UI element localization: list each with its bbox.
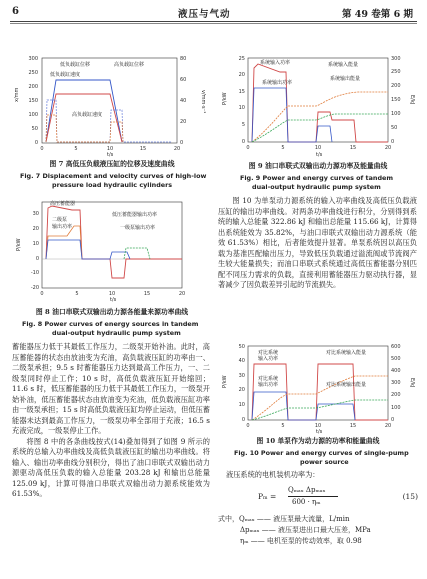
header-rule-thin [10,23,417,24]
fig9-ytick: 15 [238,89,245,95]
fig7-ytick: 200 [28,84,38,90]
fig8-label-low-acc: 低压蓄能器输出功率 [112,212,158,218]
fig10-ytick-r: 100 [391,405,401,411]
fig8-label-pump2: 二级泵 [52,217,68,223]
fig7-ytick-r: 40 [180,98,187,104]
fig9-ytick-r: 200 [391,83,401,89]
fig7-caption-en-2: pressure load hydraulic cylinders [52,181,173,189]
equation-definitions [218,514,417,547]
fig9-label-sys-in-e: 系统输入能量 [328,62,359,68]
left-paragraph-2: 将图 8 中的各条曲线按式(14)叠加得到了如图 9 所示的系统的总输入功率曲线及高低负载液压缸的输出功率曲线。将输入、输出功率曲线分别积分，得出了油口串联式双输出动力源驱动高低压负载的输入总能量 203.28 kJ 和输出总能量 125.09 kJ，计算可得油口串联式双输出动力源系统能效为 61.53%。 [12,436,210,498]
fig7-label-high-disp: 高负载缸位移 [114,62,145,68]
equation-15 [258,486,418,510]
fig9-label-sys-out: 系统输出功率 [262,80,293,86]
fig7-xtick: 5 [74,146,78,152]
fig8-pump2-curve [46,226,82,259]
fig9-input-energy-curve [252,92,388,142]
fig9-ytick: 0 [241,139,245,145]
left-paragraph-1: 蓄能器压力低于其最低工作压力，二级泵开始补油。此时，高压蓄能器的状态由放油变为充油，高负载液压缸的功率由一、二级泵承担；9.5 s 时蓄能器压力达到最高工作压力，一、二级泵同时停止工作；10 s 时，高低负载液压缸开始缩回；11.6 s 时，低压蓄能器的压力低于其最低工作压力，一级泵开始补油，低压蓄能器状态由放油变为充油，低负载液压缸功率由一级泵承担；15 s 时高低负载液压缸均停止运动，但低压蓄能器未达到最高工作压力，一级泵功率全部用于充液；16.5 s 充液完成，一级泵停止工作。 [12,342,210,435]
def-intro: 式中， [218,515,239,523]
fig9-xtick: 5 [281,145,285,151]
fig10-label-in-p: 对比系统 [258,350,279,356]
fig10-ytick-r: 600 [391,344,401,350]
fig8-xtick: 20 [178,291,186,297]
fig8-yticks [31,211,39,291]
fig10-ytick-r: 400 [391,368,401,374]
def-line-1 [218,514,417,525]
fig10-ytick-r: 300 [391,380,401,386]
fig7-xtick: 15 [139,146,147,152]
fig7-label-low-disp: 低负载缸位移 [60,62,91,68]
journal-title: 液压与气动 [178,9,231,20]
fig10-xtick: 5 [281,423,285,429]
fig7-ytick: 100 [28,112,38,118]
fig7-xtick: 0 [40,146,44,152]
fig10-ytick: 20 [238,387,245,393]
fig7-label-low-vel: 低负载缸速度 [50,72,81,78]
fig7-ytick-r: 80 [180,56,187,62]
fig7-xtick: 10 [106,146,114,152]
fig10-caption-cn: 图 10 单泵作为动力源的功率和能量曲线 [256,437,380,445]
fig9-label-sys-in: 系统输入功率 [260,60,291,66]
fig7-low-displacement-curve [46,80,122,142]
fig7-xlabel: t/s [107,152,114,158]
fig9-xtick: 15 [349,145,357,151]
fig7-caption-cn: 图 7 高低压负载液压缸的位移及速度曲线 [49,160,175,168]
fig9-ytick-r: 300 [391,56,401,62]
fig9-xlabel: t/s [316,152,323,158]
fig10-ytick: 50 [238,344,245,350]
fig8-ytick: 20 [32,226,39,232]
fig7-ylabel-right: v/mm·s⁻¹ [200,90,206,114]
header-rule [10,21,417,22]
fig10-output-energy-curve [252,400,388,420]
def-eta: ηₘ —— 电机至泵的传动效率，取 0.98 [240,537,362,545]
fig7-ytick-r: 0 [180,140,184,146]
fig7-ylabel-left: x/mm [14,87,20,102]
fig8-caption-cn: 图 8 油口串联式双输出动力源各能量来源功率曲线 [35,308,189,316]
fig9-ytick: 25 [238,56,245,62]
fig9-ytick: 10 [238,105,245,111]
fig10-label-out-p2: 输出功率 [258,382,279,388]
fig8-ytick: -20 [30,285,39,291]
figure-10 [218,340,418,436]
fig8-xtick: 15 [143,291,151,297]
fig9-xticks [246,145,391,151]
fig8-xtick: 5 [75,291,79,297]
fig10-ytick: 30 [238,373,245,379]
eq-numerator: Qₘₐₓ Δpₘₐₓ [288,486,326,494]
fig8-caption-en-2: dual-output hydraulic pump system [52,329,181,337]
fig9-yticks-left [239,56,245,145]
fig10-xtick: 20 [384,423,392,429]
fig9-output-energy-curve [252,114,388,142]
fig10-label-in-e: 对比系统输入能量 [326,350,367,356]
fig9-yticks-right [391,56,401,145]
fig9-input-power-curve [252,64,388,142]
fig7-ytick: 0 [34,140,38,146]
fig10-ylabel-left: P/kW [222,375,228,388]
fig10-xtick: 10 [314,423,322,429]
fig7-low-velocity-curve [46,100,172,142]
fig8-low-accumulator-curve [46,240,130,259]
fig10-ytick: 0 [241,417,245,423]
fig7-ytick-r: 60 [180,77,187,83]
fig8-ytick: -10 [30,270,39,276]
fig10-ytick-r: 200 [391,392,401,398]
fig10-caption-en-1: Fig. 10 Power and energy curves of single-pump [234,449,409,457]
fig9-ytick: 20 [238,72,245,78]
fig9-caption-cn: 图 9 油口串联式双输出动力源功率及能量曲线 [248,162,388,170]
fig7-ytick-r: 20 [180,119,187,125]
fig10-yticks-left [239,344,245,423]
fig10-xticks [246,423,391,429]
fig10-yticks-right [391,344,401,423]
fig7-caption-en-1: Fig. 7 Displacement and velocity curves of high-low [20,172,207,180]
fig8-label-high-acc: 高压蓄能器 [50,201,76,207]
eq-lhs: Pₘ = [258,492,277,501]
fig9-ytick-r: 150 [391,97,401,103]
fig9-ytick-r: 100 [391,111,401,117]
equation-intro: 液压系统的电机装机功率为： [226,470,320,479]
fig7-xticks [40,146,180,152]
fig9-ylabel-right: E/kJ [409,95,415,105]
figure-8 [12,196,212,306]
fig8-ylabel: P/kW [16,238,22,251]
def-dpmax: Δpₘₐₓ —— 液压泵进出口最大压差，MPa [240,526,371,534]
fig10-caption-en-2: power source [300,458,349,466]
fig9-ytick-r: 250 [391,69,401,75]
fig9-caption-en-1: Fig. 9 Power and energy curves of tandem [240,174,394,182]
fig10-ytick: 40 [238,358,245,364]
fig7-ytick: 250 [28,70,38,76]
fig9-xtick: 0 [246,145,250,151]
fig9-ytick-r: 50 [391,125,398,131]
eq-number: (15) [402,492,418,501]
fig7-ytick: 300 [28,56,38,62]
page-number: 6 [12,6,19,17]
left-column-text [12,342,210,500]
fig7-high-velocity-curve [46,115,123,142]
fig7-ytick: 50 [31,126,38,132]
fig8-ytick: 0 [35,256,39,262]
fig7-ytick: 150 [28,98,38,104]
fig10-label-out-e: 对比系统输出能量 [326,382,367,388]
fig9-xtick: 20 [384,145,392,151]
fig7-yticks-right [180,56,186,146]
right-column-text [218,196,417,291]
fig10-xlabel: t/s [316,429,323,435]
fig7-xtick: 20 [173,146,181,152]
fig10-ytick-r: 500 [391,356,401,362]
fig10-xtick: 15 [349,423,357,429]
fig10-ytick: 10 [238,402,245,408]
eq-denominator: 600 · ηₘ [292,498,321,506]
figure-7 [12,50,212,160]
fig9-label-sys-out-e: 系统输出能量 [330,76,361,82]
fig9-xtick: 10 [314,145,322,151]
fig10-ytick-r: 0 [391,417,395,423]
fig8-xtick: 0 [40,291,44,297]
fig9-output-power-curve [252,88,332,142]
fig10-output-power-curve [252,392,355,420]
fig8-ytick: 30 [32,211,39,217]
def-qmax: Qₘₐₓ —— 液压泵最大流量，L/min [239,515,350,523]
fig7-label-high-vel: 高负载缸速度 [72,112,103,118]
fig8-ytick: 10 [32,241,39,247]
issue-label: 第 49 卷第 6 期 [341,9,413,20]
fig9-plot-frame [248,58,388,142]
fig10-label-in-p2: 输入功率 [258,356,279,362]
fig8-xticks [40,291,185,297]
fig10-label-out-p: 对比系统 [258,376,279,382]
fig8-label-pump1: 一级泵输出功率 [120,225,156,231]
fig7-yticks-left [28,56,38,146]
fig7-plot-frame [42,58,177,143]
eq-fraction-bar [288,496,338,497]
fig9-ytick: 5 [241,122,245,128]
right-paragraph-1: 图 10 为单泵动力源系统的输入功率曲线及高低压负载液压缸的输出功率曲线。对两条功率曲线进行积分，分别得到系统的输入总能量 322.86 kJ 和输出总能量 115.66 kJ，计算得出系统能效为 35.82%，与油口串联式双输出动力源系统（能效 61.53%）相比，后者能效提升显著。单泵系统因以高压负载为基准匹配输出压力，导致低压负载通过溢流阀或节流阀产生较大能量损失；而油口串联式系统通过高低压蓄能器分别匹配不同压力需求的负载，直接利用蓄能器压力驱动执行器，显著减少了因负载差异引起的节流损失。 [218,196,417,289]
fig8-caption-en-1: Fig. 8 Power curves of energy sources in tandem [22,320,199,328]
fig8-label-pump2b: 输出功率 [52,224,73,230]
fig10-xtick: 0 [246,423,250,429]
figure-9 [218,50,418,160]
fig9-caption-en-2: dual-output hydraulic pump system [252,183,381,191]
fig10-ylabel-right: E/kJ [409,378,415,388]
fig8-xtick: 10 [108,291,116,297]
fig9-ylabel-left: P/kW [222,92,228,105]
fig8-xlabel: t/s [110,297,117,303]
fig9-ytick-r: 0 [391,139,395,145]
